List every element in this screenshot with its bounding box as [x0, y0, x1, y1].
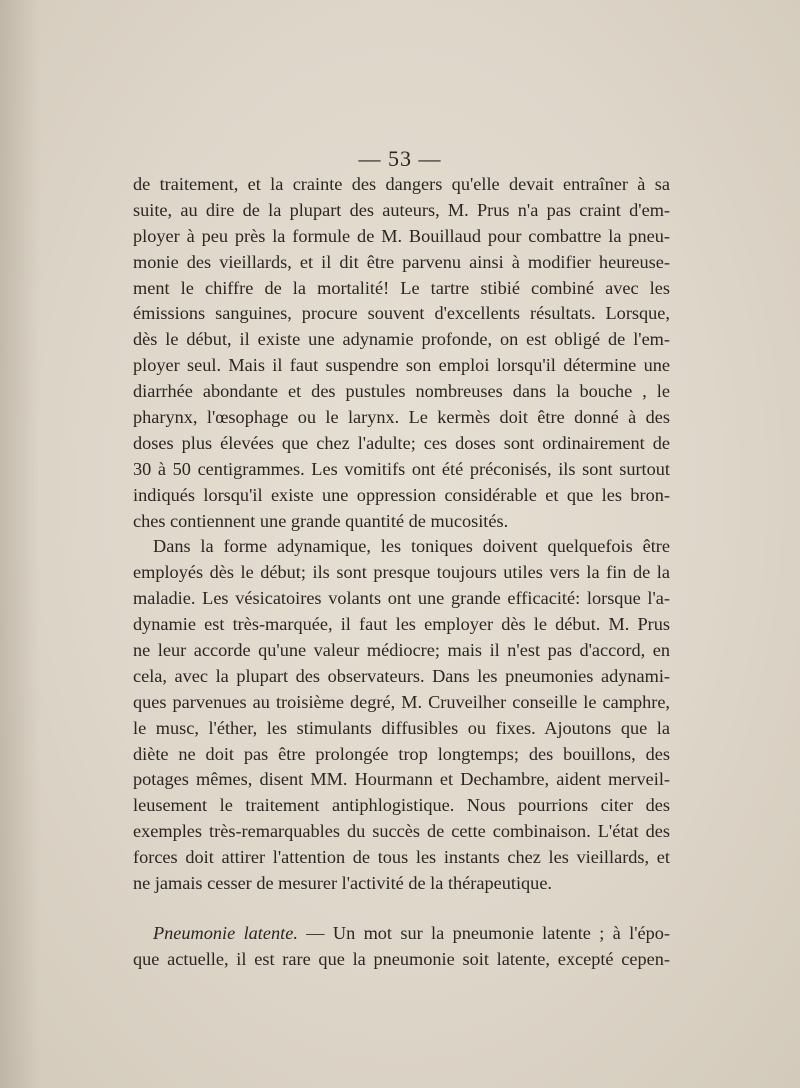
section-heading: Pneumonie latente.: [153, 922, 298, 943]
text-line: potages mêmes, disent MM. Hourmann et Dechambre, aident merveil-: [133, 769, 670, 790]
text-line: diarrhée abondante et des pustules nombreuses dans la bouche , le: [133, 381, 670, 402]
text-line: [133, 921, 670, 947]
text-line: dès le début, il existe une adynamie profonde, on est obligé de l'em-: [133, 329, 670, 350]
text-line: pharynx, l'œsophage ou le larynx. Le kermès doit être donné à des: [133, 407, 670, 428]
text-line: que actuelle, il est rare que la pneumonie soit latente, excepté cepen-: [133, 948, 670, 969]
text-line: ment le chiffre de la mortalité! Le tartre stibié combiné avec les: [133, 277, 670, 298]
text-line: ne jamais cesser de mesurer l'activité de la thérapeutique.: [133, 873, 553, 894]
paragraph-2: [133, 534, 670, 896]
text-line: employés dès le début; ils sont presque toujours utiles vers la fin de la: [133, 562, 670, 583]
body-text: [133, 172, 670, 973]
page-number: — 53 —: [358, 146, 442, 171]
text-line: dynamie est très-marquée, il faut les employer dès le début. M. Prus: [133, 614, 670, 635]
text-line: ployer seul. Mais il faut suspendre son emploi lorsqu'il détermine une: [133, 355, 670, 376]
text-line: ployer à peu près la formule de M. Bouillaud pour combattre la pneu-: [133, 225, 670, 246]
text-line: de traitement, et la crainte des dangers qu'elle devait entraîner à sa: [133, 174, 670, 194]
text-line: leusement le traitement antiphlogistique. Nous pourrions citer des: [133, 795, 670, 816]
text-span: — Un mot sur la pneumonie latente ; à l'épo-: [297, 922, 670, 943]
text-line: monie des vieillards, et il dit être parvenu ainsi à modifier heureuse-: [133, 251, 670, 272]
text-line: le musc, l'éther, les stimulants diffusibles ou fixes. Ajoutons que la: [133, 717, 670, 738]
section-gap: [133, 897, 670, 921]
text-line: 30 à 50 centigrammes. Les vomitifs ont été préconisés, ils sont surtout: [133, 458, 670, 479]
paragraph-1: [133, 172, 670, 534]
text-line: forces doit attirer l'attention de tous les instants chez les vieillards, et: [133, 847, 670, 868]
text-line: ches contiennent une grande quantité de mucosités.: [133, 510, 509, 531]
text-line: cela, avec la plupart des observateurs. Dans les pneumonies adynami-: [133, 665, 670, 686]
text-line: indiqués lorsqu'il existe une oppression considérable et que les bron-: [133, 484, 670, 505]
text-line: ques parvenues au troisième degré, M. Cruveilher conseille le camphre,: [133, 691, 670, 712]
paragraph-3: [133, 921, 670, 973]
text-line: Dans la forme adynamique, les toniques doivent quelquefois être: [153, 536, 670, 557]
text-line: maladie. Les vésicatoires volants ont une grande efficacité: lorsque l'a-: [133, 588, 670, 609]
text-line: doses plus élevées que chez l'adulte; ces doses sont ordinairement de: [133, 432, 670, 453]
text-line: émissions sanguines, procure souvent d'excellents résultats. Lorsque,: [133, 303, 670, 324]
text-line: ne leur accorde qu'une valeur médiocre; mais il n'est pas d'accord, en: [133, 640, 670, 661]
text-line: exemples très-remarquables du succès de cette combinaison. L'état des: [133, 821, 670, 842]
text-line: suite, au dire de la plupart des auteurs, M. Prus n'a pas craint d'em-: [133, 199, 670, 220]
text-line: diète ne doit pas être prolongée trop longtemps; des bouillons, des: [133, 743, 670, 764]
